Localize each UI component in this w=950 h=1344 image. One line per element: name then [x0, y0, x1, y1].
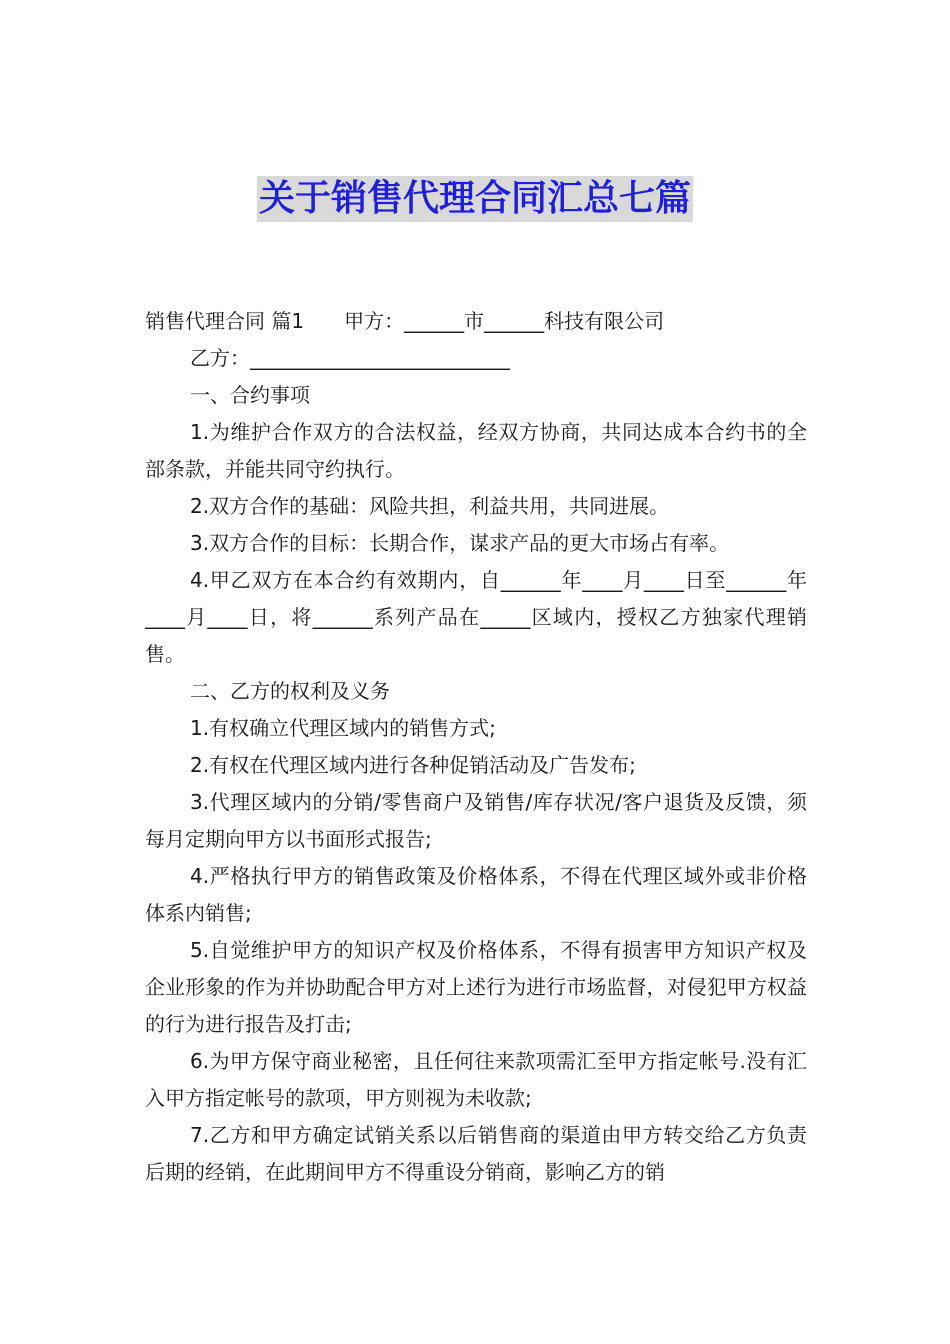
paragraph-2-1: 1.有权确立代理区域内的销售方式;: [190, 716, 496, 740]
section-heading-1: 一、合约事项: [190, 383, 310, 407]
paragraph-2-4: 4.严格执行甲方的销售政策及价格体系，不得在代理区域外或非价格体系内销售;: [145, 864, 807, 925]
paragraph-2-7: 7.乙方和甲方确定试销关系以后销售商的渠道由甲方转交给乙方负责后期的经销，在此期间甲方不得重设分销商，影响乙方的销: [145, 1123, 807, 1184]
paragraph-1-1: 1.为维护合作双方的合法权益，经双方协商，共同达成本合约书的全部条款，并能共同守约执行。: [145, 420, 807, 481]
paragraph-2-2: 2.有权在代理区域内进行各种促销活动及广告发布;: [190, 753, 636, 777]
paragraph-1-4: 4.甲乙双方在本合约有效期内，自______年____月____日至______年____月____日，将______系列产品在_____区域内，授权乙方独家代理销售。: [145, 568, 807, 666]
section-heading-2: 二、乙方的权利及义务: [190, 679, 390, 703]
paragraph-1-2: 2.双方合作的基础：风险共担，利益共用，共同进展。: [190, 494, 670, 518]
paragraph-2-5: 5.自觉维护甲方的知识产权及价格体系，不得有损害甲方知识产权及企业形象的作为并协助配合甲方对上述行为进行市场监督，对侵犯甲方权益的行为进行报告及打击;: [145, 938, 807, 1036]
title-container: [0, 176, 950, 222]
paragraph-2-3: 3.代理区域内的分销/零售商户及销售/库存状况/客户退货及反馈，须每月定期向甲方以书面形式报告;: [145, 790, 807, 851]
document-body: [145, 303, 807, 1191]
paragraph-2-6: 6.为甲方保守商业秘密，且任何往来款项需汇至甲方指定帐号.没有汇入甲方指定帐号的款项，甲方则视为未收款;: [145, 1049, 807, 1110]
document-title: 关于销售代理合同汇总七篇: [257, 176, 693, 222]
paragraph-party-b: 乙方：__________________________: [190, 346, 510, 370]
paragraph-1-3: 3.双方合作的目标：长期合作，谋求产品的更大市场占有率。: [190, 531, 730, 555]
paragraph-heading-line: 销售代理合同 篇1 甲方：______市______科技有限公司: [145, 309, 665, 333]
